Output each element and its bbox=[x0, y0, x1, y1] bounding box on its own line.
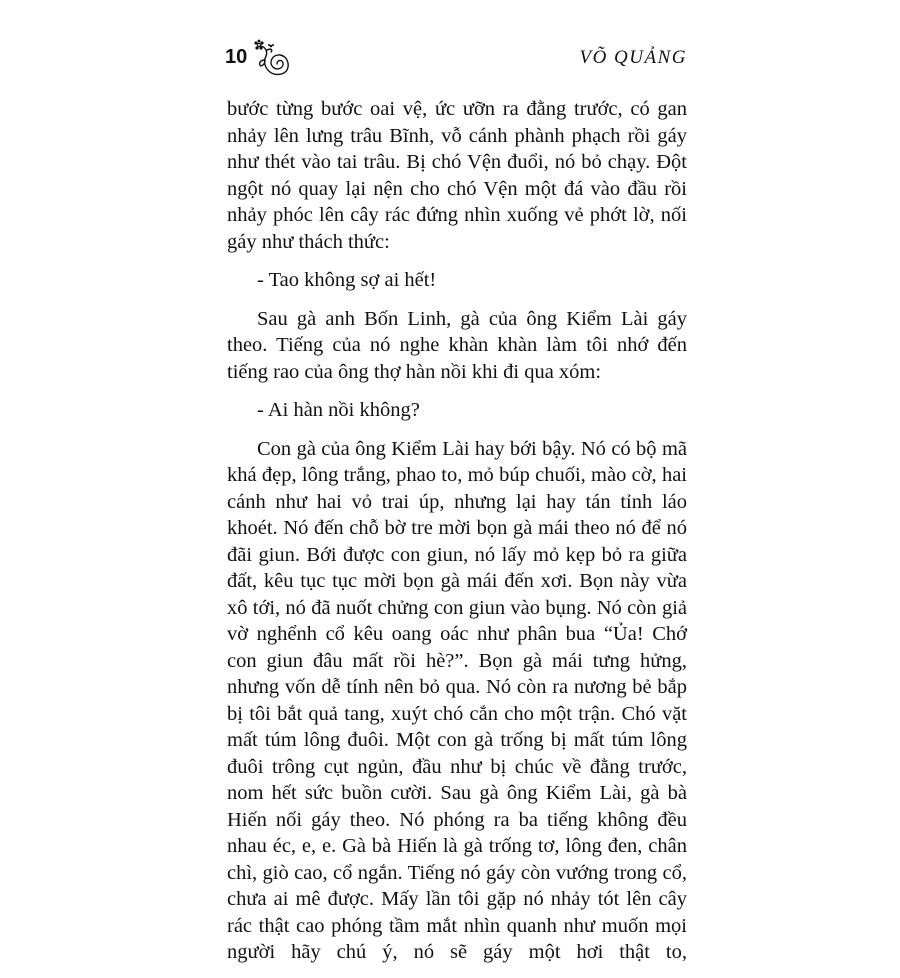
flower-spiral-ornament-icon bbox=[249, 38, 293, 78]
page-number: 10 bbox=[225, 46, 248, 68]
paragraph: - Ai hàn nồi không? bbox=[257, 399, 420, 421]
page-header bbox=[225, 38, 687, 78]
body-text bbox=[227, 96, 687, 978]
paragraph: Con gà của ông Kiểm Lài hay bới bậy. Nó có bộ mã khá đẹp, lông trắng, phao to, mỏ búp chuối, mào cờ, hai cánh như hai vỏ trai úp, nhưng lại hay tán tỉnh láo khoét. Nó đến chỗ bờ tre mời bọn gà mái theo nó để nó đãi giun. Bới được con giun, nó lấy mỏ kẹp bỏ ra giữa đất, kêu tục tục mời bọn gà mái đến xơi. Bọn này vừa xô tới, nó đã nuốt chửng con giun vào bụng. Nó còn giả vờ nghểnh cổ kêu oang oác như phân bua “Ủa! Chớ con giun đâu mất rồi hè?”. Bọn gà mái tưng hửng, nhưng vốn dễ tính nên bỏ qua. Nó còn ra nương bẻ bắp bị tôi bắt quả tang, xuýt chó cắn cho một trận. Chó vặt mất túm lông đuôi. Một con gà trống bị mất túm lông đuôi trông cụt ngủn, đầu như bị chúc về đằng trước, nom hết sức buồn cười. Sau gà ông Kiểm Lài, gà bà Hiến nối gáy theo. Nó phóng ra ba tiếng không đều nhau éc, e, e. Gà bà Hiến là gà trống tơ, lông đen, chân chì, giò cao, cổ ngắn. Tiếng nó gáy còn vướng trong cổ, chưa ai mê được. Mấy lần tôi gặp nó nhảy tót lên cây rác thật cao phóng tầm mắt nhìn quanh như muốn mọi người hãy chú ý, nó sẽ gáy một hơi thật to, bbox=[227, 437, 687, 963]
author-name: VÕ QUẢNG bbox=[579, 47, 687, 68]
paragraph: bước từng bước oai vệ, ức ưỡn ra đằng trước, có gan nhảy lên lưng trâu Bĩnh, vỗ cánh phành phạch rồi gáy như thét vào tai trâu. Bị chó Vện đuổi, nó bỏ chạy. Đột ngột nó quay lại nện cho chó Vện một đá vào đầu rồi nhảy phóc lên cây rác đứng nhìn xuống vẻ phớt lờ, nối gáy như thách thức: bbox=[227, 98, 687, 253]
paragraph: Sau gà anh Bốn Linh, gà của ông Kiểm Lài gáy theo. Tiếng của nó nghe khàn khàn làm tôi nhớ đến tiếng rao của ông thợ hàn nồi khi đi qua xóm: bbox=[227, 307, 687, 383]
paragraph: - Tao không sợ ai hết! bbox=[257, 269, 437, 291]
